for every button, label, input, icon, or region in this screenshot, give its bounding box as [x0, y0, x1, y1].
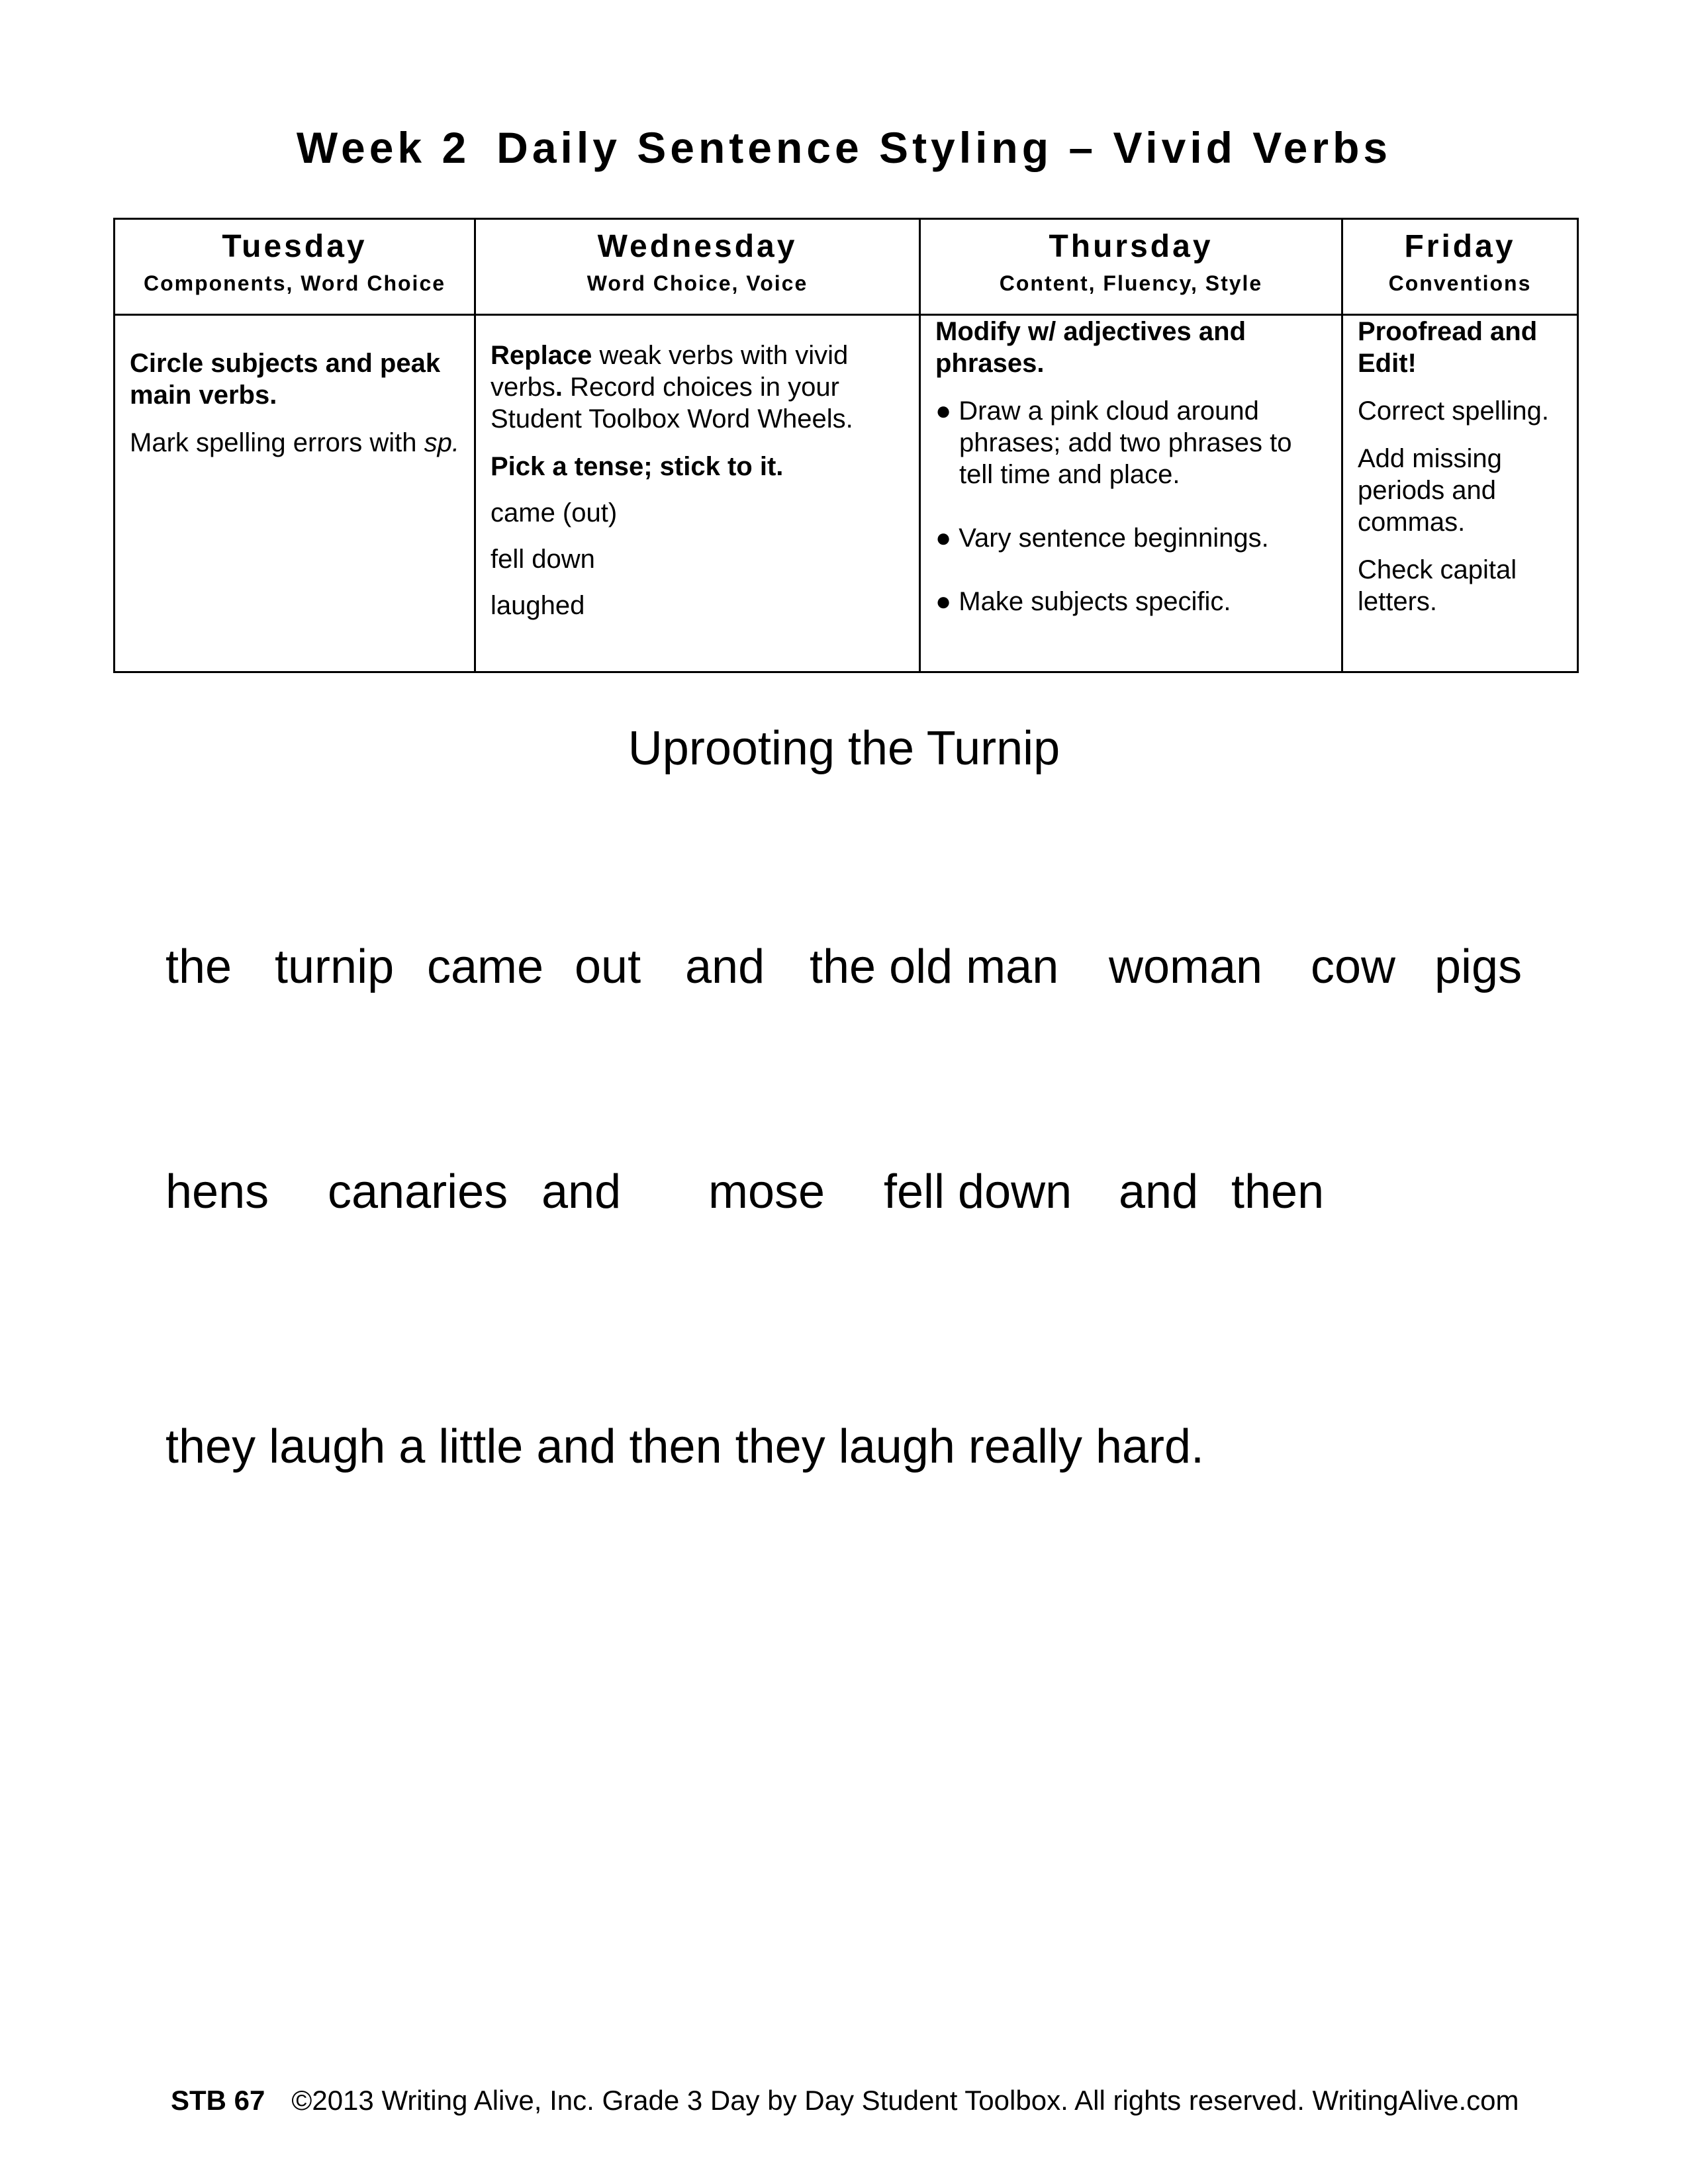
- cell-tuesday: [115, 315, 475, 672]
- day-name: Thursday: [1049, 229, 1213, 264]
- day-subtitle: Content, Fluency, Style: [999, 271, 1263, 295]
- story-word: out: [575, 940, 641, 993]
- story-word: mose: [708, 1165, 825, 1218]
- thursday-bullet: ● Vary sentence beginnings.: [935, 523, 1269, 553]
- cell-wednesday: [475, 315, 920, 672]
- wednesday-word: laughed: [491, 591, 585, 620]
- cell-thursday: [920, 315, 1342, 672]
- page-code: STB 67: [171, 2085, 265, 2116]
- day-subtitle: Conventions: [1388, 271, 1532, 295]
- replace-tail: Record choices in your Student Toolbox Word Wheels.: [491, 373, 853, 433]
- wednesday-word: came (out): [491, 498, 618, 527]
- story-line-3: they laugh a little and then they laugh really hard.: [165, 1420, 1205, 1473]
- friday-heading: Proofread and Edit!: [1358, 317, 1538, 378]
- story-word: the old man: [810, 940, 1059, 993]
- tuesday-note-text: Mark spelling errors with: [130, 428, 424, 457]
- tuesday-note: [130, 427, 459, 459]
- story-word: cow: [1311, 940, 1396, 993]
- story-word: came: [427, 940, 544, 993]
- day-name: Tuesday: [222, 229, 367, 264]
- day-subtitle: Word Choice, Voice: [586, 271, 808, 295]
- story-word: woman: [1109, 940, 1263, 993]
- story-word: hens: [165, 1165, 269, 1218]
- thursday-bullet: ● Draw a pink cloud around phrases; add two phrases to tell time and place.: [935, 396, 1292, 489]
- footer: [171, 2085, 1519, 2116]
- story-word: then: [1231, 1165, 1325, 1218]
- table-body-row: [115, 315, 1578, 672]
- title-main: Daily Sentence Styling – Vivid Verbs: [496, 123, 1392, 172]
- header-thursday: [920, 219, 1342, 315]
- story-word: and: [685, 940, 765, 993]
- story-word: the: [165, 940, 232, 993]
- replace-rest: weak verbs with vivid verbs: [491, 341, 849, 402]
- wednesday-word: fell down: [491, 545, 595, 574]
- title-week: Week 2: [296, 123, 471, 172]
- wednesday-tense: Pick a tense; stick to it.: [491, 452, 784, 481]
- friday-item: Correct spelling.: [1358, 396, 1550, 426]
- thursday-heading: Modify w/ adjectives and phrases.: [935, 317, 1246, 378]
- page-title: [0, 122, 1688, 173]
- day-name: Friday: [1404, 229, 1516, 264]
- story-title: Uprooting the Turnip: [628, 722, 1060, 775]
- wednesday-instruction: [491, 340, 904, 435]
- cell-friday: [1342, 315, 1578, 672]
- table-header-row: [115, 219, 1578, 315]
- copyright: ©2013 Writing Alive, Inc. Grade 3 Day by Day Student Toolbox. All rights reserved. WritingAlive.com: [291, 2085, 1519, 2116]
- replace-dot: .: [555, 373, 563, 402]
- story-word: fell down: [884, 1165, 1072, 1218]
- day-name: Wednesday: [597, 229, 798, 264]
- story-word: canaries: [328, 1165, 508, 1218]
- thursday-bullet: ● Make subjects specific.: [935, 587, 1231, 616]
- story-word: and: [541, 1165, 622, 1218]
- header-wednesday: [475, 219, 920, 315]
- tuesday-heading: Circle subjects and peak main verbs.: [130, 349, 441, 410]
- friday-item: Add missing periods and commas.: [1358, 444, 1502, 537]
- replace-word: Replace: [491, 341, 592, 370]
- day-subtitle: Components, Word Choice: [143, 271, 446, 295]
- header-tuesday: [115, 219, 475, 315]
- friday-item: Check capital letters.: [1358, 555, 1517, 616]
- story-word: turnip: [275, 940, 395, 993]
- story-word: and: [1119, 1165, 1199, 1218]
- header-friday: [1342, 219, 1578, 315]
- story-word: pigs: [1434, 940, 1523, 993]
- tuesday-note-abbrev: sp.: [424, 428, 459, 457]
- schedule-table: [113, 218, 1579, 673]
